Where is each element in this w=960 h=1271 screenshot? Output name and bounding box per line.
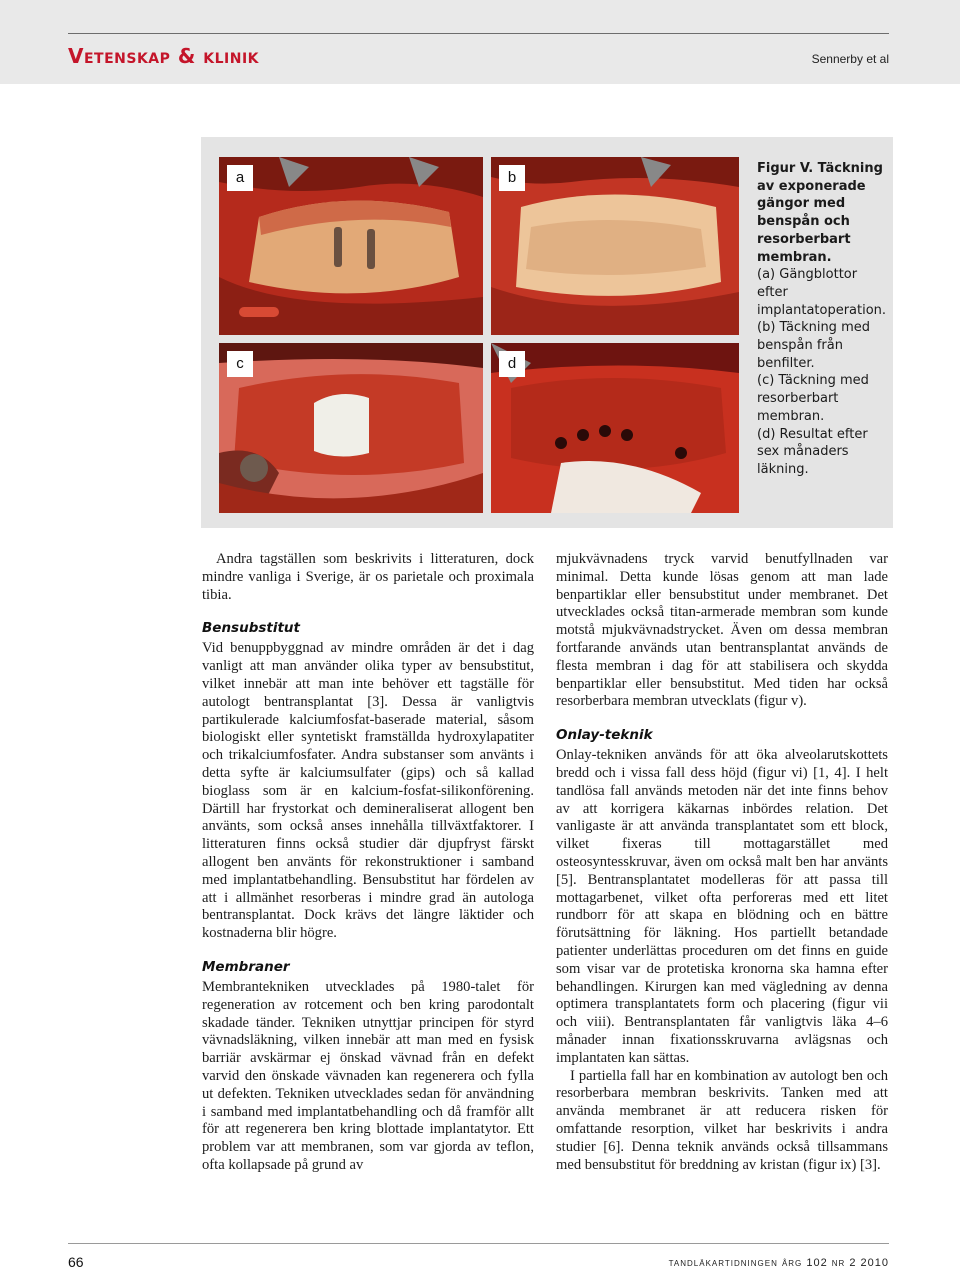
caption-title: Figur V. Täckning av exponerade gängor med benspån och resorberbart membran. [757, 161, 883, 265]
surgical-photo-c [219, 343, 483, 513]
surgical-photo-a [219, 157, 483, 335]
paragraph-continued: mjukvävnadens tryck varvid benutfyllnaden var minimal. Detta kunde lösas genom att man lade benpartiklar eller bensubstitut under membranet. Det utvecklades också titan-armerade membran som kunde motstå mjukvävnadstrycket. Även om dessa membran fortfarande används utan bentransplantat används de flesta membran i dag för att stabilisera och skydda benpartiklar eller bensubstitut. Med tiden har också resorberbara membran utvecklats (figur v). [556, 551, 888, 710]
paragraph-bensubstitut: Vid benuppbyggnad av mindre områden är det i dag vanligt att man använder olika typer av bensubstitut, vilket innebär att man inte behöver ett tagställe för autologt bentransplantat [3]. Dessa är vanligtvis partikulerade kalciumfosfat-baserade material, såsom biologiskt eller syntetiskt framställda hydroxylapatiter och trikalciumfosfater. Andra substanser som använts i detta syfte är kalciumsulfater (gips) och så kallad bioglass som är en kalcium-fosfat-silikonförening. Därtill har frystorkat och demineraliserat allogent ben använts, som också anses innehålla tillväxtfaktorer. I litteraturen finns också studier där djupfryst färskt allogent ben använts för rekonstruktioner i samband med implantatbehandling. Bensubstitut har fördelen av att i allmänhet resorberas i mindre grad än autologa bentransplantat. Dock krävs det längre läktider och kostnaderna blir högre. [202, 640, 534, 942]
caption-line-b: (b) Täckning med benspån från benfilter. [757, 320, 870, 371]
caption-line-d: (d) Resultat efter sex månaders läkning. [757, 426, 868, 477]
surgical-photo-d [491, 343, 739, 513]
photo-panel-d [491, 343, 739, 513]
section-title: Vetenskap & klinik [68, 44, 260, 68]
panel-label-b: b [499, 165, 525, 191]
caption-line-c: (c) Täckning med resorberbart membran. [757, 373, 869, 424]
left-column [202, 551, 534, 1175]
photo-panel-b [491, 157, 739, 335]
panel-label-d: d [499, 351, 525, 377]
heading-membraner: Membraner [202, 958, 290, 975]
running-authors: Sennerby et al [811, 52, 889, 66]
caption-line-a: (a) Gängblottor efter implantatoperation. [757, 267, 887, 318]
figure-caption [757, 160, 885, 479]
surgical-photo-b [491, 157, 739, 335]
heading-bensubstitut: Bensubstitut [202, 620, 301, 637]
page-number: 66 [68, 1254, 84, 1270]
paragraph-membraner: Membrantekniken utvecklades på 1980-talet för regeneration av rotcement och ben kring parodontalt skadade tänder. Tekniken utnyttjar principen för styrd vävnadsläkning, vilken innebär att man med en fysisk barriär avskärmar ej önskad vävnad från en defekt varvid den önskade vävnaden kan regenerera och fylla ut defekten. Tekniken utvecklades sedan för användning i samband med implantatbehandling och då framför allt för att regenerera ben kring blottade implantatytor. Ett problem var att membranen, som var gjorda av teflon, ofta kollapsade på grund av [202, 978, 534, 1173]
figure-v [201, 137, 893, 528]
intro-paragraph: Andra tagställen som beskrivits i litteraturen, dock mindre vanliga i Sverige, är os parietale och proximala tibia. [202, 551, 534, 603]
paragraph-onlay: Onlay-tekniken används för att öka alveolarutskottets bredd och i vissa fall dess höjd (figur vi) [1, 4]. I helt tandlösa fall används metoden när det inte finns behov av att korrigera käkarnas inbördes relation. Det vanligaste är att använda transplantatet som ett block, vilket fixeras till mottagarstället med osteosyntesskruvar, även om också malt ben har använts [5]. Bentransplantatet modelleras för att passa till mottagarbenet, vilket ofta perforeras med ett litet rundborr för att skapa en blödning och en bättre förutsättning för läkning. Hos partiellt betandade patienter underlättas proceduren om det finns en guide som visar var de protetiska kronorna ska hamna efter behandlingen. Kirurgen kan med vägledning av denna optimera transplantatets form och placering (figur vii och viii). Bentransplantaten får vanligtvis läka 4–6 månader innan fixationsskruvarna avlägsnas och implantaten kan sättas. [556, 747, 888, 1066]
photo-panel-a [219, 157, 483, 335]
header-band [0, 0, 960, 84]
panel-label-c: c [227, 351, 253, 377]
footer-rule [68, 1243, 889, 1244]
photo-panel-c [219, 343, 483, 513]
header-rule [68, 33, 889, 34]
right-column [556, 551, 888, 1174]
heading-onlay: Onlay-teknik [556, 727, 653, 744]
panel-label-a: a [227, 165, 253, 191]
paragraph-final: I partiella fall har en kombination av autologt ben och resorberbara membran beskrivits. Tanken med att använda membranet är att reducera risken för omfattande resorption, vilket har beskrivits i andra studier [6]. Denna teknik används också tillsammans med bensubstitut för breddning av kristan (figur ix) [3]. [556, 1067, 888, 1173]
journal-footer: tandläkartidningen årg 102 nr 2 2010 [668, 1257, 889, 1269]
